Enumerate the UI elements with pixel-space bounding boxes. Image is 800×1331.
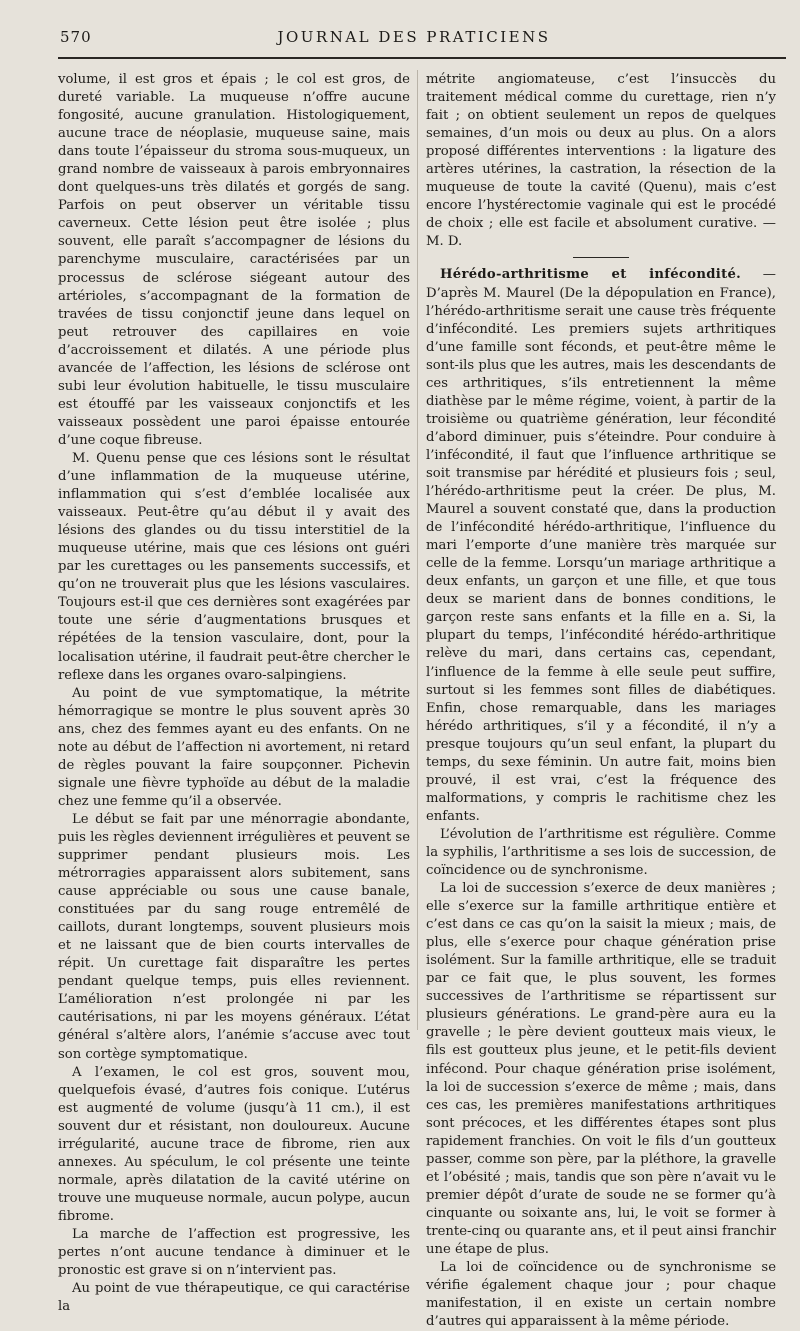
paragraph: L’évolution de l’arthritisme est régulière. Comme la syphilis, l’arthritisme a ses lois de succession, de coïncidence ou de synchronisme. [426,826,776,879]
paragraph: A l’examen, le col est gros, souvent mou, quelquefois évasé, d’autres fois conique. L’utérus est augmenté de volume (jusqu’à 11 cm.), il est souvent dur et résistant, non douloureux. Aucune irrégularité, aucune trace de fibrome, rien aux annexes. Au spéculum, le col présente une teinte normale, après dilatation de la cavité utérine on trouve une muqueuse normale, aucun polype, aucun fibrome. [58,1064,410,1224]
paragraph: Au point de vue thérapeutique, ce qui caractérise la [58,1281,410,1315]
paragraph: volume, il est gros et épais ; le col est gros, de dureté variable. La muqueuse n’offre aucune fongosité, aucune granulation. Histologiquement, aucune trace de néoplasie, muqueuse saine, mais dans toute l’épaisseur du stroma sous-muqueux, un grand nombre de vaisseaux à parois embryonnaires dont quelques-uns très dilatés et gorgés de sang. Parfois on peut observer un véritable tissu caverneux. Cette lésion peut être isolée ; plus souvent, elle paraît s’accompagner de lésions du parenchyme musculaire, caractérisées par un processus de sclérose siégeant autour des artérioles, s’accompagnant de la formation de travées de tissu conjonctif jeune dans lequel on peut retrouver des capillaires en voie d’accroissement et dilatés. A une période plus avancée de l’affection, les lésions de sclérose ont subi leur évolution habituelle, le tissu musculaire est étouffé par les vaisseaux conjonctifs et les vaisseaux possèdent une paroi épaisse entourée d’une coque fibreuse. [58,72,410,448]
article-intro-paragraph [426,266,776,825]
header-rule [58,57,786,59]
paragraph: Le début se fait par une ménorragie abondante, puis les règles deviennent irrégulières et peuvent se supprimer pendant plusieurs mois. Les métrorragies apparaissent alors subitement, sans cause appréciable ou sous une cause banale, constituées par du sang rouge entremêlé de caillots, durant longtemps, souvent plusieurs mois et ne laissant que de bien courts intervalles de répit. Un curettage fait disparaître les pertes pendant quelque temps, puis elles reviennent. L’amélioration n’est prolongée ni par les cautérisations, ni par les moyens généraux. L’état général s’altère alors, l’anémie s’accuse avec tout son cortège symptomatique. [58,811,410,1062]
column-divider [417,70,418,1030]
right-column [426,71,776,1331]
article-intro-text: — D’après M. Maurel (De la dépopulation en France), l’hérédo-arthritisme serait une cause très fréquente d’infécondité. Les premiers sujets arthritiques d’une famille sont féconds, et peut-être même le sont-ils plus que les autres, mais les descendants de ces arthritiques, s’ils entretiennent la même diathèse par le même régime, voient, à partir de la troisième ou quatrième génération, leur fécondité d’abord diminuer, puis s’éteindre. Pour conduire à l’infécondité, il faut que l’influence arthritique se soit transmise par hérédité et plusieurs fois ; seul, l’hérédo-arthritisme peut la créer. De plus, M. Maurel a souvent constaté que, dans la production de l’infécondité hérédo-arthritique, l’influence du mari l’emporte d’une manière très marquée sur celle de la femme. Lorsqu’un mariage arthritique a deux enfants, un garçon et une fille, et que tous deux se marient dans de bonnes conditions, le garçon reste sans enfants et la fille en a. Si, la plupart du temps, l’infécondité hérédo-arthritique relève du mari, dans certains cas, cependant, l’influence de la femme à elle seule peut suffire, surtout si les femmes sont filles de diabétiques. Enfin, chose remarquable, dans les mariages hérédo arthritiques, s’il y a fécondité, il n’y a presque toujours qu’un seul enfant, la plupart du temps, du sexe féminin. Un autre fait, moins bien prouvé, il est vrai, c’est la fréquence des malformations, y compris le rachitisme chez les enfants. [426,267,776,824]
article-separator [573,257,629,258]
article-title: Hérédo-arthritisme et infécondité. [440,267,742,283]
journal-title: JOURNAL DES PRATICIENS [277,28,551,46]
paragraph: La loi de coïncidence ou de synchronisme se vérifie également chaque jour ; pour chaque manifestation, il en existe un certain nombre d’autres qui apparaissent à la même période. [426,1260,776,1330]
paragraph: M. Quenu pense que ces lésions sont le résultat d’une inflammation de la muqueuse utérine, inflammation qui s’est d’emblée localisée aux vaisseaux. Peut-être qu’au début il y avait des lésions des glandes ou du tissu interstitiel de la muqueuse utérine, mais que ces lésions ont guéri par les curettages ou les pansements successifs, et qu’on ne trouverait plus que les lésions vasculaires. Toujours est-il que ces dernières sont exagérées par toute une série d’augmentations brusques et répétées de la tension vasculaire, dont, pour la localisation utérine, il faudrait peut-être chercher le reflexe dans les organes ovaro-salpingiens. [58,450,410,683]
paragraph: La marche de l’affection est progressive, les pertes n’ont aucune tendance à diminuer et le pronostic est grave si on n’intervient pas. [58,1227,410,1279]
left-column [58,71,410,1316]
page-header [58,26,770,50]
paragraph: Au point de vue symptomatique, la métrite hémorragique se montre le plus souvent après 30 ans, chez des femmes ayant eu des enfants. On ne note au début de l’affection ni avortement, ni retard de règles pouvant la faire soupçonner. Pichevin signale une fièvre typhoïde au début de la maladie chez une femme qu’il a observée. [58,685,410,809]
page-number: 570 [60,28,92,46]
paragraph: La loi de succession s’exerce de deux manières ; elle s’exerce sur la famille arthritique entière et c’est dans ce cas qu’on la saisit la mieux ; mais, de plus, elle s’exerce pour chaque génération prise isolément. Sur la famille arthritique, elle se traduit par ce fait que, le plus souvent, les formes successives de l’arthritisme se répartissent sur plusieurs générations. Le grand-père aura eu la gravelle ; le père devient goutteux mais vieux, le fils est goutteux plus jeune, et le petit-fils devient infécond. Pour chaque génération prise isolément, la loi de succession s’exerce de même ; mais, dans ces cas, les premières manifestations arthritiques sont précoces, et les différentes étapes sont plus rapidement franchies. On voit le fils d’un goutteux passer, comme son père, par la pléthore, la gravelle et l’obésité ; mais, tandis que son père n’avait vu le premier dépôt d’urate de soude ne se former qu’à cinquante ou soixante ans, lui, le voit se former à trente-cinq ou quarante ans, et il peut ainsi franchir une étape de plus. [426,881,776,1257]
paragraph-continuation: métrite angiomateuse, c’est l’insuccès du traitement médical comme du curettage, rien n’y fait ; on obtient seulement un repos de quelques semaines, d’un mois ou deux au plus. On a alors proposé différentes interventions : la ligature des artères utérines, la castration, la résection de la muqueuse de toute la cavité (Quenu), mais c’est encore l’hystérectomie vaginale qui est le procédé de choix ; elle est facile et absolument curative. — M. D. [426,72,776,250]
